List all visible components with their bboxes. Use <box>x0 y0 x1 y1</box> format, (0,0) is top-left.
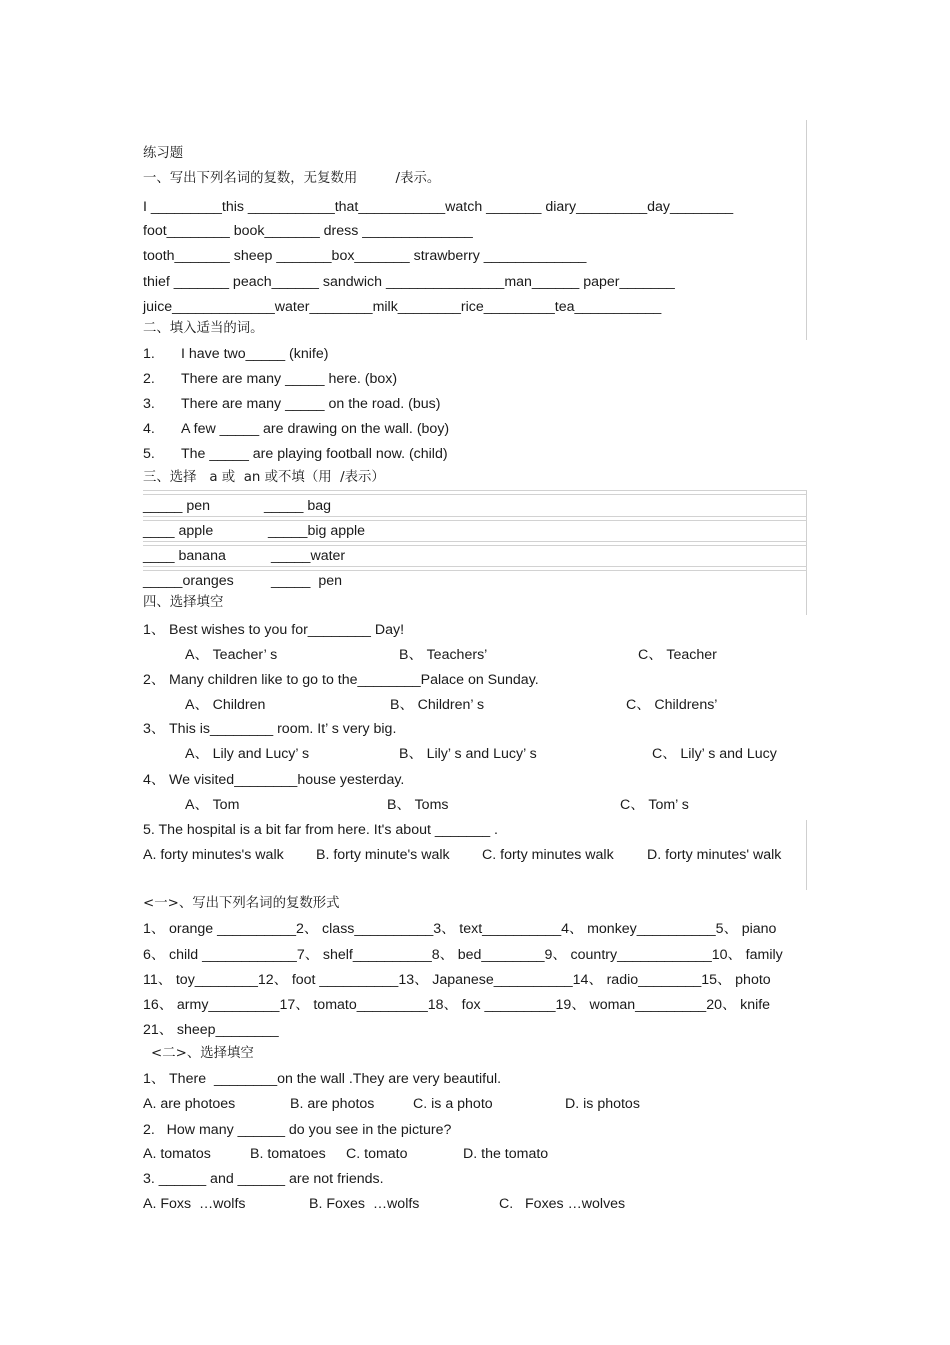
section2-text: A few _____ are drawing on the wall. (boy) <box>181 421 450 437</box>
question: 1、 Best wishes to you for________ Day! <box>143 622 405 638</box>
section2-text: There are many _____ on the road. (bus) <box>181 396 441 412</box>
section3-cell: _____ bag <box>264 498 332 514</box>
right-border-line <box>806 820 807 890</box>
option: A. are photoes <box>143 1096 236 1112</box>
section1-row: foot________ book_______ dress ______________ <box>143 223 473 239</box>
option: A、 Lily and Lucy’ s <box>185 746 310 762</box>
option: C. Foxes …wolves <box>499 1196 626 1212</box>
option: C、 Tom’ s <box>620 797 689 813</box>
table-divider <box>143 490 807 491</box>
section1-row: thief _______ peach______ sandwich _______________man______ paper_______ <box>143 274 675 290</box>
option: D. forty minutes' walk <box>647 847 782 863</box>
option: C. tomato <box>346 1146 408 1162</box>
right-border-line <box>806 490 807 615</box>
section2-num: 5. <box>143 446 155 462</box>
option: B. tomatoes <box>250 1146 326 1162</box>
question: 3. ______ and ______ are not friends. <box>143 1171 384 1187</box>
part1-row: 1、 orange __________2、 class__________3、 text__________4、 monkey__________5、 piano <box>143 921 777 937</box>
table-divider <box>143 541 807 542</box>
part2-heading: <二>、选择填空 <box>151 1046 254 1061</box>
section2-num: 1. <box>143 346 155 362</box>
option: A、 Tom <box>185 797 240 813</box>
section2-heading: 二、填入适当的词。 <box>143 321 264 336</box>
part1-row: 16、 army_________17、 tomato_________18、 fox _________19、 woman_________20、 knife <box>143 997 771 1013</box>
section3-cell: ____ apple <box>143 523 214 539</box>
table-divider <box>143 566 807 567</box>
option: B. forty minute's walk <box>316 847 450 863</box>
question: 1、 There ________on the wall .They are very beautiful. <box>143 1071 502 1087</box>
page-title: 练习题 <box>143 146 184 161</box>
section2-text: I have two_____ (knife) <box>181 346 329 362</box>
option: A. forty minutes's walk <box>143 847 284 863</box>
section3-cell: _____water <box>271 548 346 564</box>
section1-row: I _________this ___________that___________watch _______ diary_________day________ <box>143 199 734 215</box>
section2-num: 3. <box>143 396 155 412</box>
section1-row: tooth_______ sheep _______box_______ strawberry _____________ <box>143 248 587 264</box>
option: C、 Lily’ s and Lucy <box>652 746 777 762</box>
right-border-line <box>806 120 807 340</box>
part1-heading: <一>、写出下列名词的复数形式 <box>143 896 340 911</box>
table-divider <box>143 520 807 521</box>
section3-cell: _____big apple <box>268 523 366 539</box>
table-divider <box>143 494 807 495</box>
option: B、 Children’ s <box>390 697 485 713</box>
part1-row: 11、 toy________12、 foot __________13、 Japanese__________14、 radio________15、 photo <box>143 972 771 988</box>
section3-cell: _____ pen <box>143 498 211 514</box>
option: A. Foxs …wolfs <box>143 1196 246 1212</box>
section1-heading: 一、写出下列名词的复数，无复数用 /表示。 <box>143 171 441 186</box>
option: B、 Toms <box>387 797 449 813</box>
option: C、 Childrens’ <box>626 697 718 713</box>
table-divider <box>143 545 807 546</box>
section2-text: The _____ are playing football now. (child) <box>181 446 448 462</box>
option: B、 Lily’ s and Lucy’ s <box>399 746 537 762</box>
question: 2、 Many children like to go to the________Palace on Sunday. <box>143 672 539 688</box>
question: 5. The hospital is a bit far from here. It's about _______ . <box>143 822 498 838</box>
section1-row: juice_____________water________milk________rice_________tea___________ <box>143 299 662 315</box>
section3-cell: _____ pen <box>271 573 343 589</box>
option: C、 Teacher <box>638 647 717 663</box>
part1-row: 6、 child ____________7、 shelf__________8、 bed________9、 country____________10、 family <box>143 947 783 963</box>
question: 4、 We visited________house yesterday. <box>143 772 405 788</box>
part1-row: 21、 sheep________ <box>143 1022 279 1038</box>
option: B、 Teachers’ <box>399 647 488 663</box>
option: B. Foxes …wolfs <box>309 1196 420 1212</box>
section4-heading: 四、选择填空 <box>143 595 224 610</box>
section2-num: 2. <box>143 371 155 387</box>
option: A. tomatos <box>143 1146 211 1162</box>
section2-text: There are many _____ here. (box) <box>181 371 398 387</box>
question: 2. How many ______ do you see in the picture? <box>143 1122 452 1138</box>
option: D. is photos <box>565 1096 640 1112</box>
option: B. are photos <box>290 1096 375 1112</box>
question: 3、 This is________ room. It’ s very big. <box>143 721 397 737</box>
table-divider <box>143 516 807 517</box>
section2-num: 4. <box>143 421 155 437</box>
option: A、 Children <box>185 697 266 713</box>
option: C. is a photo <box>413 1096 493 1112</box>
section3-cell: ____ banana <box>143 548 226 564</box>
table-divider <box>143 570 807 571</box>
option: D. the tomato <box>463 1146 549 1162</box>
section3-heading: 三、选择 a 或 an 或不填（用 /表示） <box>143 470 385 485</box>
option: C. forty minutes walk <box>482 847 614 863</box>
section3-cell: _____oranges <box>143 573 234 589</box>
option: A、 Teacher’ s <box>185 647 278 663</box>
